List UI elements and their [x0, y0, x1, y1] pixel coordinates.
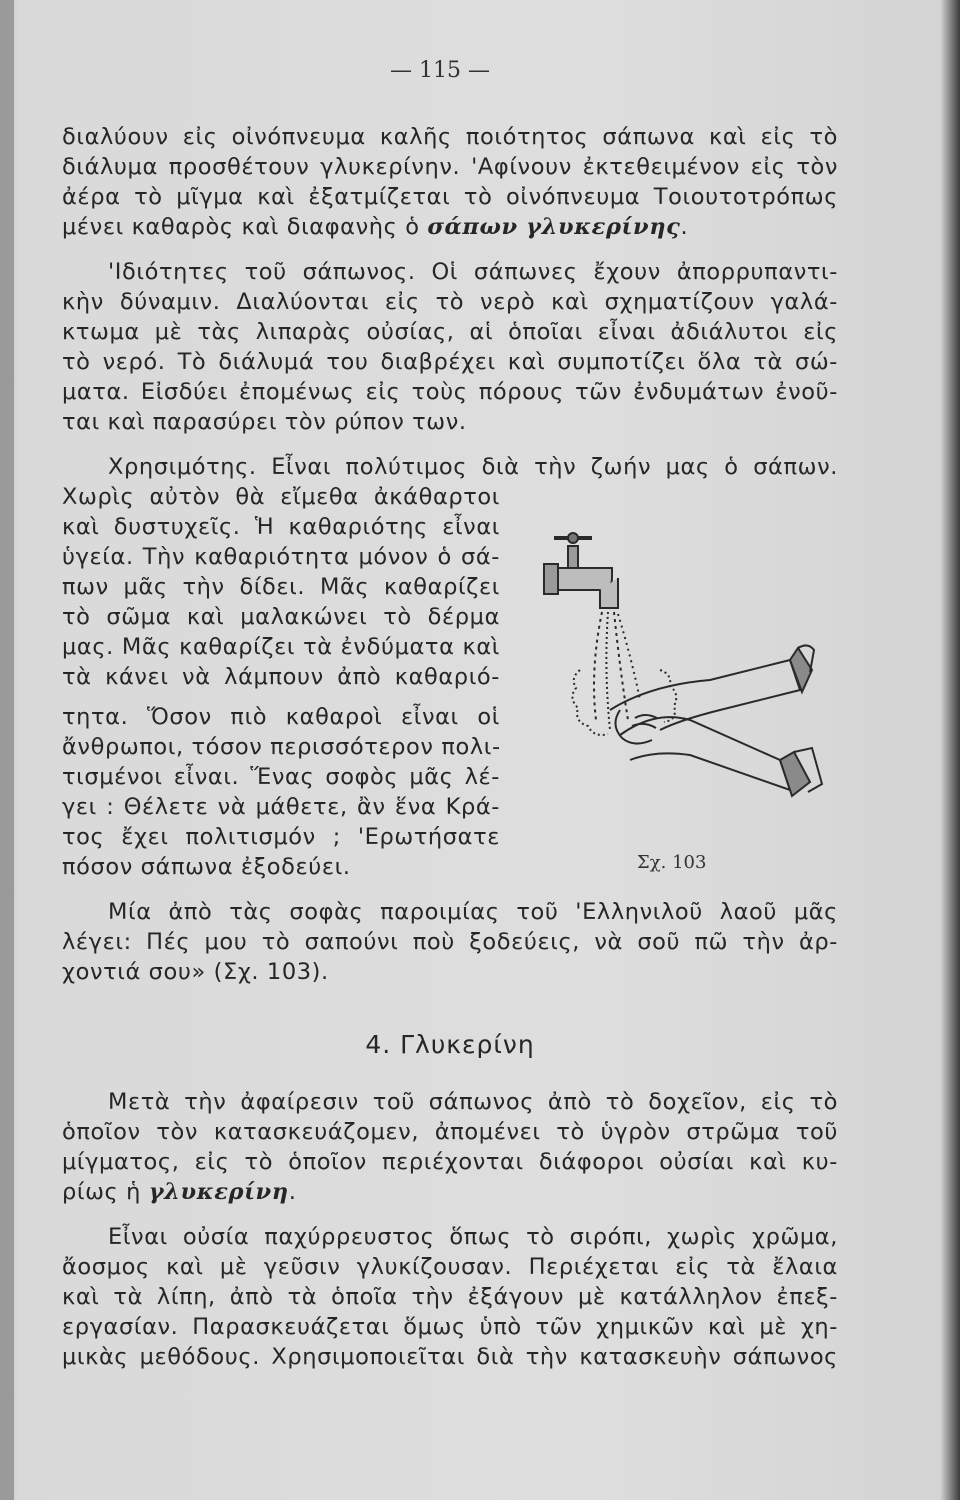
figure-hand-washing-under-faucet	[540, 520, 830, 840]
text-line	[62, 602, 500, 632]
text-line-content: λέγει: Πές μου τὸ σαπούνι ποὺ ξοδεύεις, νὰ σοῦ πῶ τὴν ἀρ-	[62, 929, 838, 955]
page-spine-shadow	[0, 0, 14, 1500]
text-line	[62, 632, 500, 662]
emphasized-term: γλυκερίνη	[148, 1179, 289, 1205]
text-line-content: πων μᾶς τὴν δίδει. Μᾶς καθαρίζει	[62, 574, 500, 600]
text-line	[62, 572, 500, 602]
text-line-content: ἄοσμος καὶ μὲ γεῦσιν γλυκίζουσαν. Περιέχεται εἰς τὰ ἔλαια	[62, 1254, 838, 1280]
text-line-content: διαλύουν εἰς οἰνόπνευμα καλῆς ποιότητος σάπωνα καὶ εἰς τὸ	[62, 124, 838, 150]
text-line	[62, 957, 329, 987]
text-line	[62, 122, 838, 152]
text-line	[62, 762, 500, 792]
text-line-content: ἄνθρωποι, τόσον περισσότερον πολι-	[62, 734, 501, 760]
text-line	[108, 452, 838, 482]
text-line-suffix: .	[680, 214, 689, 240]
text-line	[62, 822, 500, 852]
text-line	[62, 852, 351, 882]
text-line-content: Χωρὶς αὐτὸν θὰ εἴμεθα ἀκάθαρτοι	[62, 484, 500, 510]
text-line-content: 'Ιδιότητες τοῦ σάπωνος. Οἱ σάπωνες ἔχουν ἀπορρυπαντι-	[108, 259, 838, 285]
text-line	[62, 407, 467, 437]
text-line-content: μας. Μᾶς καθαρίζει τὰ ἐνδύματα καὶ	[62, 634, 500, 660]
text-line	[62, 927, 838, 957]
text-line-content: ἀέρα τὸ μῖγμα καὶ ἐξατμίζεται τὸ οἰνόπνευμα Τοιουτοτρόπως	[62, 184, 838, 210]
text-line-content: κὴν δύναμιν. Διαλύονται εἰς τὸ νερὸ καὶ σχηματίζουν γαλά-	[62, 289, 838, 315]
text-line-content: χοντιά σου» (Σχ. 103).	[62, 959, 329, 985]
text-line	[108, 897, 838, 927]
text-line-content: τισμένοι εἶναι. Ἕνας σοφὸς μᾶς λέ-	[62, 764, 500, 790]
text-line	[62, 792, 500, 822]
text-line	[62, 1252, 838, 1282]
text-line	[62, 1177, 297, 1207]
text-line-content: καὶ δυστυχεῖς. Ἡ καθαριότης εἶναι	[62, 514, 500, 540]
text-line	[62, 482, 500, 512]
text-line-content: μίγματος, εἰς τὸ ὁποῖον περιέχονται διάφοροι οὐσίαι καὶ κυ-	[62, 1149, 838, 1175]
text-line-suffix: .	[288, 1179, 297, 1205]
text-line-content: διάλυμα προσθέτουν γλυκερίνην. 'Αφίνουν ἐκτεθειμένον εἰς τὸν	[62, 154, 838, 180]
text-line	[62, 1117, 838, 1147]
text-line-content: Μία ἀπὸ τὰς σοφὰς παροιμίας τοῦ 'Ελληνιλοῦ λαοῦ μᾶς	[108, 899, 838, 925]
text-line-content: κτωμα μὲ τὰς λιπαρὰς οὐσίας, αἱ ὁποῖαι εἶναι ἀδιάλυτοι εἰς	[62, 319, 838, 345]
text-line	[62, 1147, 838, 1177]
text-line	[62, 512, 500, 542]
page-number: — 115 —	[390, 58, 490, 83]
text-line	[62, 317, 838, 347]
text-line-content: τητα. Ὅσον πιὸ καθαροὶ εἶναι οἱ	[62, 704, 500, 730]
text-line	[62, 377, 838, 407]
text-line-content: τὸ σῶμα καὶ μαλακώνει τὸ δέρμα	[62, 604, 500, 630]
text-line	[62, 1312, 838, 1342]
text-line-content: εργασίαν. Παρασκευάζεται ὅμως ὑπὸ τῶν χημικῶν καὶ μὲ χη-	[62, 1314, 838, 1340]
text-line-content: ται καὶ παρασύρει τὸν ρύπον των.	[62, 409, 467, 435]
text-line-content: ρίως ἡ	[62, 1179, 149, 1205]
text-line	[62, 732, 500, 762]
emphasized-term: σάπων γλυκερίνης	[427, 214, 681, 240]
text-line-content: γει : Θέλετε νὰ μάθετε, ἂν ἕνα Κρά-	[62, 794, 500, 820]
text-line	[108, 257, 838, 287]
text-line	[108, 1222, 838, 1252]
text-line-content: μένει καθαρὸς καὶ διαφανὴς ὁ	[62, 214, 428, 240]
section-heading: 4. Γλυκερίνη	[365, 1030, 535, 1059]
text-line	[108, 1087, 838, 1117]
text-line-content: πόσον σάπωνα ἐξοδεύει.	[62, 854, 351, 880]
page-edge-shadow	[940, 0, 960, 1500]
text-line	[62, 347, 838, 377]
text-line	[62, 152, 838, 182]
text-line-content: μικὰς μεθόδους. Χρησιμοποιεῖται διὰ τὴν κατασκευὴν σάπωνος	[62, 1344, 838, 1370]
text-line-content: ὁποῖον τὸν κατασκευάζομεν, ἀπομένει τὸ ὑγρὸν στρῶμα τοῦ	[62, 1119, 838, 1145]
text-line	[62, 1282, 838, 1312]
text-line	[62, 1342, 838, 1372]
text-line	[62, 287, 838, 317]
text-line-content: ὑγεία. Τὴν καθαριότητα μόνον ὁ σά-	[62, 544, 500, 570]
text-line	[62, 662, 500, 692]
figure-caption: Σχ. 103	[637, 852, 707, 873]
text-line-content: Χρησιμότης. Εἶναι πολύτιμος διὰ τὴν ζωήν μας ὁ σάπων.	[108, 454, 838, 480]
text-line	[62, 542, 500, 572]
text-line-content: τος ἔχει πολιτισμόν ; 'Ερωτήσατε	[62, 824, 500, 850]
text-line-content: ματα. Εἰσδύει ἐπομένως εἰς τοὺς πόρους τῶν ἐνδυμάτων ἐνοῦ-	[62, 379, 838, 405]
text-line-content: Εἶναι οὐσία παχύρρευστος ὅπως τὸ σιρόπι, χωρὶς χρῶμα,	[108, 1224, 838, 1250]
text-line	[62, 702, 500, 732]
text-line-content: Μετὰ τὴν ἀφαίρεσιν τοῦ σάπωνος ἀπὸ τὸ δοχεῖον, εἰς τὸ	[108, 1089, 838, 1115]
text-line	[62, 212, 688, 242]
text-line-content: τὰ κάνει νὰ λάμπουν ἀπὸ καθαριό-	[62, 664, 500, 690]
text-line-content: καὶ τὰ λίπη, ἀπὸ τὰ ὁποῖα τὴν ἐξάγουν μὲ κατάλληλον ἐπεξ-	[62, 1284, 838, 1310]
text-line-content: τὸ νερό. Τὸ διάλυμά του διαβρέχει καὶ συμποτίζει ὅλα τὰ σώ-	[62, 349, 838, 375]
text-line	[62, 182, 838, 212]
